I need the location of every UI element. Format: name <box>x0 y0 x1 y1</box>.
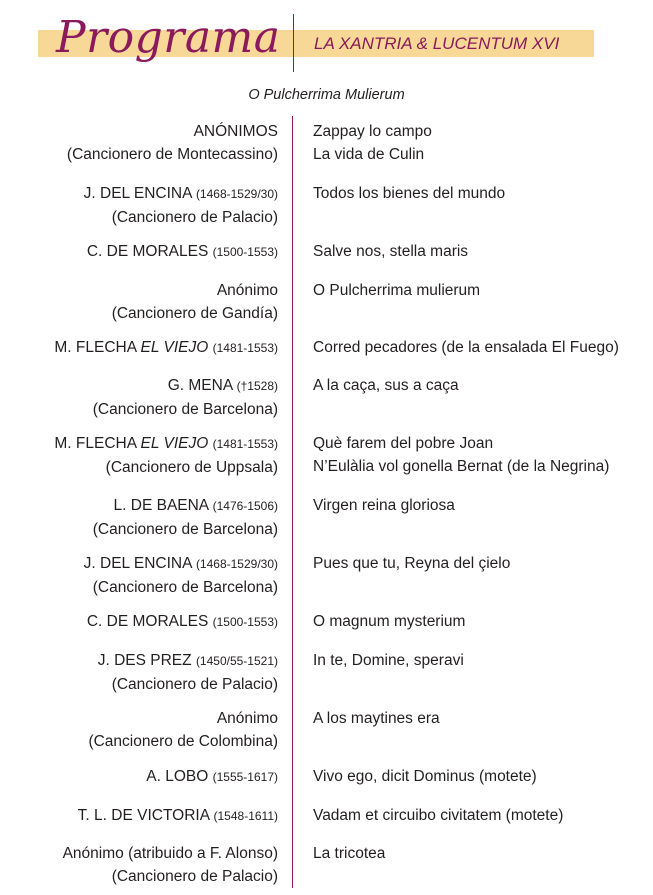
composer <box>78 804 278 828</box>
composer-source: (Cancionero de Montecassino) <box>66 146 278 163</box>
composer <box>67 120 278 166</box>
work-title: Pues que tu, Reyna del çielo <box>313 555 511 572</box>
composer <box>112 279 278 325</box>
program-title: O Pulcherrima Mulierum <box>248 87 405 103</box>
composer-dates: (1450/55-1521) <box>195 654 278 668</box>
composer <box>87 610 278 634</box>
composer-dates: (1476-1506) <box>212 499 278 513</box>
works <box>313 707 440 730</box>
composer <box>54 432 278 479</box>
composer <box>87 240 278 264</box>
composer-epithet: EL VIEJO <box>140 339 209 356</box>
works <box>313 842 385 865</box>
composer-name: C. DE MORALES <box>86 613 209 630</box>
composer-dates: (1555-1617) <box>212 770 278 784</box>
work-title: A la caça, sus a caça <box>313 377 459 394</box>
composer-dates: (1500-1553) <box>212 615 278 629</box>
work-title: O Pulcherrima mulierum <box>313 282 481 299</box>
composer-name: J. DEL ENCINA <box>83 555 192 572</box>
composer <box>93 374 278 421</box>
works <box>313 374 459 397</box>
works <box>313 804 563 827</box>
works <box>313 240 468 263</box>
composer-name: J. DEL ENCINA <box>83 185 192 202</box>
works <box>313 120 432 166</box>
work-title: O magnum mysterium <box>313 613 466 630</box>
composer-name: L. DE BAENA <box>113 497 209 514</box>
composer <box>84 182 278 229</box>
work-title: La tricotea <box>313 845 386 862</box>
composer-dates: (†1528) <box>236 379 278 393</box>
works <box>313 494 455 517</box>
composer-dates: (1500-1553) <box>212 245 278 259</box>
composer-source: (Cancionero de Palacio) <box>111 868 278 885</box>
composer-name: Anónimo (atribuido a F. Alonso) <box>62 845 278 862</box>
works <box>313 765 537 788</box>
composer-name: A. LOBO <box>146 768 209 785</box>
page-title: Programa <box>56 12 281 63</box>
composer-name: ANÓNIMOS <box>193 123 278 140</box>
composer-source: (Cancionero de Colombina) <box>88 733 278 750</box>
composer-source: (Cancionero de Palacio) <box>111 209 278 226</box>
work-title: Vadam et circuibo civitatem (motete) <box>313 807 564 824</box>
composer <box>54 336 278 360</box>
works <box>313 649 464 672</box>
composer-source: (Cancionero de Palacio) <box>111 676 278 693</box>
works <box>313 552 510 575</box>
composer-name: Anónimo <box>216 710 278 727</box>
composer-name: C. DE MORALES <box>86 243 209 260</box>
composer-dates: (1468-1529/30) <box>195 557 278 571</box>
works <box>313 432 609 478</box>
work-title: In te, Domine, speravi <box>313 652 464 669</box>
composer-name: Anónimo <box>216 282 278 299</box>
composer-name: M. FLECHA <box>54 435 137 452</box>
composer-dates: (1481-1553) <box>212 437 278 451</box>
work-title: Salve nos, stella maris <box>313 243 469 260</box>
composer-name: T. L. DE VICTORIA <box>77 807 210 824</box>
composer <box>146 765 278 789</box>
composer-dates: (1548-1611) <box>213 809 278 823</box>
composer-epithet: EL VIEJO <box>140 435 209 452</box>
works <box>313 610 465 633</box>
works <box>313 279 480 302</box>
composer-name: G. MENA <box>167 377 233 394</box>
composer-name: M. FLECHA <box>54 339 137 356</box>
work-title: Vivo ego, dicit Dominus (motete) <box>313 768 537 785</box>
composer-dates: (1481-1553) <box>212 341 278 355</box>
work-title: N’Eulàlia vol gonella Bernat (de la Negrina) <box>313 458 610 475</box>
work-title: Todos los bienes del mundo <box>313 185 506 202</box>
composer-source: (Cancionero de Barcelona) <box>92 401 278 418</box>
composer-source: (Cancionero de Gandía) <box>111 305 278 322</box>
composer <box>63 842 278 888</box>
composer <box>93 494 278 541</box>
composer-dates: (1468-1529/30) <box>195 187 278 201</box>
works <box>313 182 505 205</box>
work-title: Virgen reina gloriosa <box>313 497 455 514</box>
composer <box>88 707 278 753</box>
column-divider <box>292 116 293 888</box>
composer <box>98 649 278 696</box>
work-title: La vida de Culin <box>313 146 425 163</box>
header-divider <box>293 14 294 72</box>
composer-source: (Cancionero de Barcelona) <box>92 521 278 538</box>
work-title: Zappay lo campo <box>313 123 432 140</box>
work-title: Corred pecadores (de la ensalada El Fuego) <box>313 339 619 356</box>
composer-name: J. DES PREZ <box>97 652 192 669</box>
composer-source: (Cancionero de Barcelona) <box>92 579 278 596</box>
composer-source: (Cancionero de Uppsala) <box>105 459 278 476</box>
work-title: Què farem del pobre Joan <box>313 435 494 452</box>
composer <box>84 552 278 599</box>
concert-subtitle: LA XANTRIA & LUCENTUM XVI <box>314 34 560 53</box>
work-title: A los maytines era <box>313 710 440 727</box>
works <box>313 336 619 359</box>
